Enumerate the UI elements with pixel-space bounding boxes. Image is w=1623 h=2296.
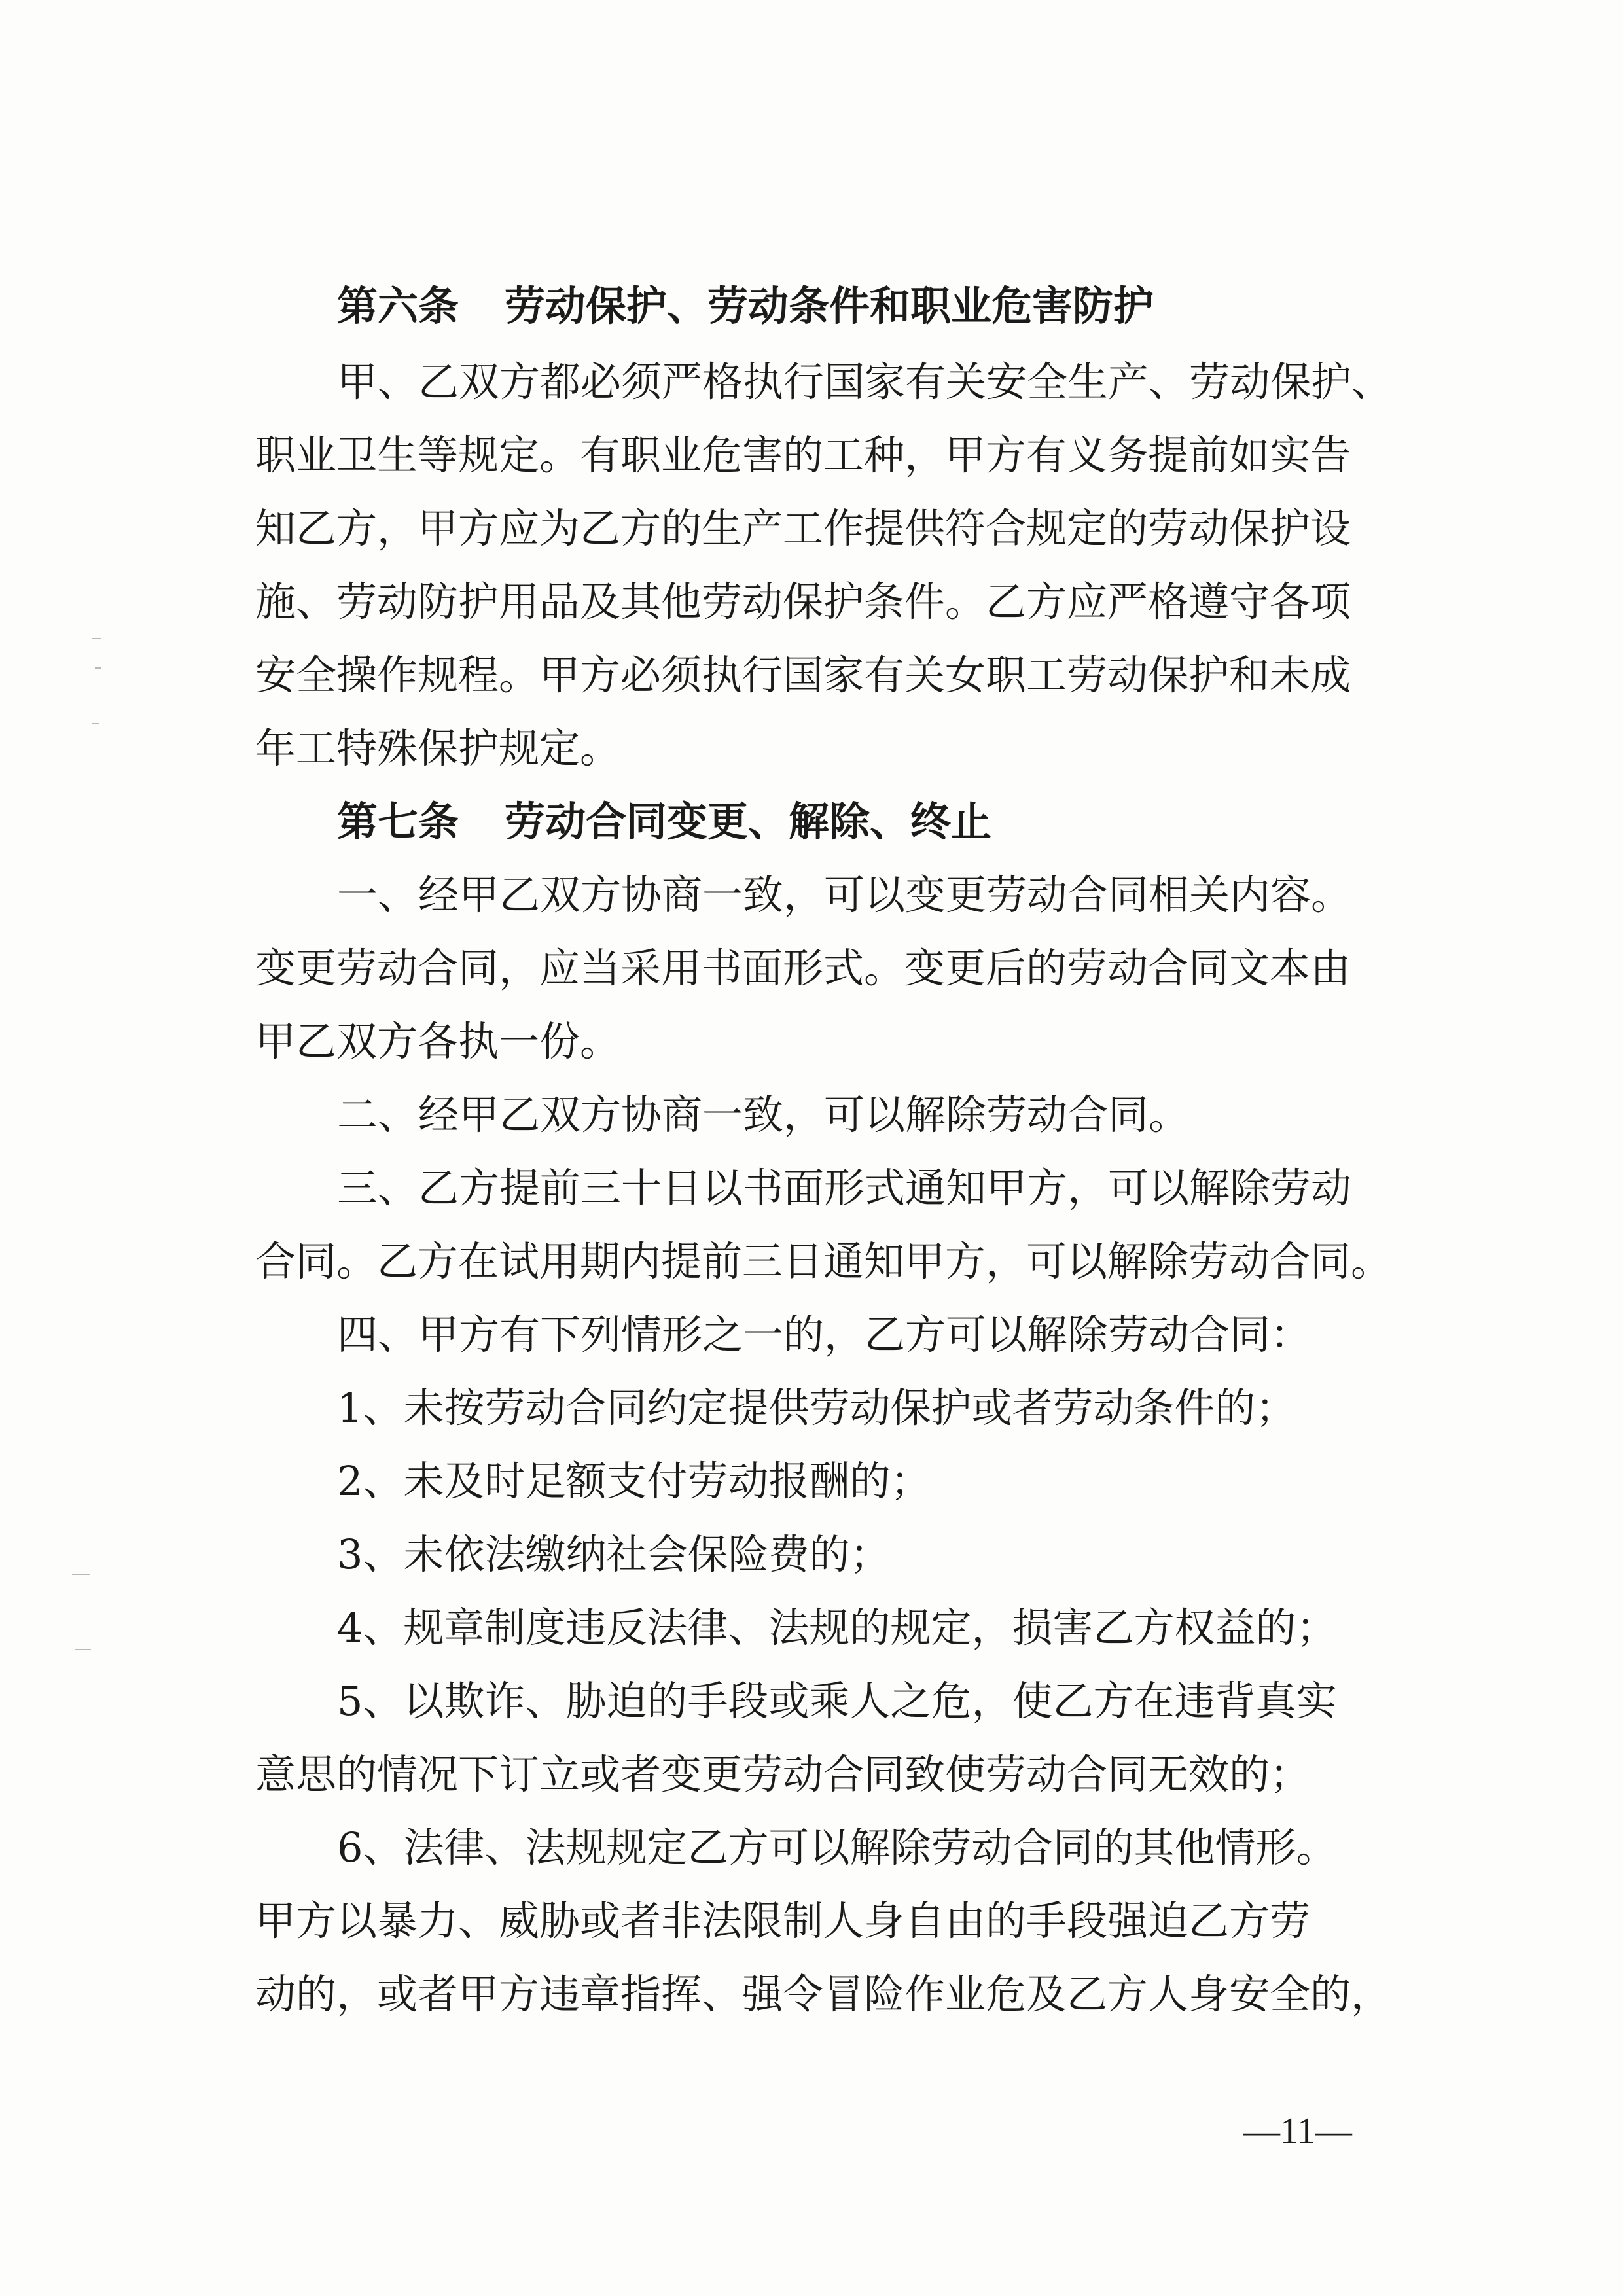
article-7-line-9: 2、未及时足额支付劳动报酬的； <box>337 1457 931 1505</box>
article-6-number: 第六条 <box>337 282 459 330</box>
article-7-line-16: 动的，或者甲方违章指挥、强令冒险作业危及乙方人身安全的， <box>255 1970 1392 2018</box>
article-7-line-13: 意思的情况下订立或者变更劳动合同致使劳动合同无效的； <box>255 1750 1311 1798</box>
article-7-line-7: 四、甲方有下列情形之一的，乙方可以解除劳动合同： <box>337 1311 1311 1358</box>
article-6-line-5: 安全操作规程。甲方必须执行国家有关女职工劳动保护和未成 <box>255 651 1351 699</box>
article-7-line-3: 甲乙双方各执一份。 <box>255 1017 621 1065</box>
article-7-line-6: 合同。乙方在试用期内提前三日通知甲方，可以解除劳动合同。 <box>255 1237 1392 1285</box>
article-6-heading <box>337 282 1154 330</box>
article-7-line-1: 一、经甲乙双方协商一致，可以变更劳动合同相关内容。 <box>337 871 1352 919</box>
article-6-line-1: 甲、乙双方都必须严格执行国家有关安全生产、劳动保护、 <box>337 358 1393 406</box>
article-7-line-8: 1、未按劳动合同约定提供劳动保护或者劳动条件的； <box>337 1384 1296 1432</box>
scan-artifact <box>92 723 99 724</box>
article-7-title: 劳动合同变更、解除、终止 <box>505 798 992 845</box>
article-6-line-2: 职业卫生等规定。有职业危害的工种，甲方有义务提前如实告 <box>255 431 1351 479</box>
article-7-line-10: 3、未依法缴纳社会保险费的； <box>337 1530 891 1578</box>
article-6-line-3: 知乙方，甲方应为乙方的生产工作提供符合规定的劳动保护设 <box>255 504 1351 552</box>
article-7-line-12: 5、以欺诈、胁迫的手段或乘人之危，使乙方在违背真实 <box>337 1677 1337 1725</box>
article-6-line-4: 施、劳动防护用品及其他劳动保护条件。乙方应严格遵守各项 <box>255 578 1351 626</box>
article-7-line-4: 二、经甲乙双方协商一致，可以解除劳动合同。 <box>337 1091 1190 1139</box>
article-7-heading <box>337 798 992 845</box>
scan-artifact <box>92 638 101 639</box>
article-7-number: 第七条 <box>337 798 459 845</box>
scan-artifact <box>75 1649 91 1650</box>
article-7-line-11: 4、规章制度违反法律、法规的规定，损害乙方权益的； <box>337 1604 1337 1651</box>
scan-artifact <box>95 667 101 669</box>
page-number: —11— <box>1243 2111 1352 2151</box>
article-7-line-14: 6、法律、法规规定乙方可以解除劳动合同的其他情形。 <box>337 1824 1337 1871</box>
article-7-line-15: 甲方以暴力、威胁或者非法限制人身自由的手段强迫乙方劳 <box>255 1897 1311 1945</box>
article-7-line-2: 变更劳动合同，应当采用书面形式。变更后的劳动合同文本由 <box>255 944 1351 992</box>
article-6-line-6: 年工特殊保护规定。 <box>255 724 621 772</box>
article-6-title: 劳动保护、劳动条件和职业危害防护 <box>505 282 1154 330</box>
article-7-line-5: 三、乙方提前三十日以书面形式通知甲方，可以解除劳动 <box>337 1164 1352 1212</box>
scan-artifact <box>72 1574 90 1575</box>
